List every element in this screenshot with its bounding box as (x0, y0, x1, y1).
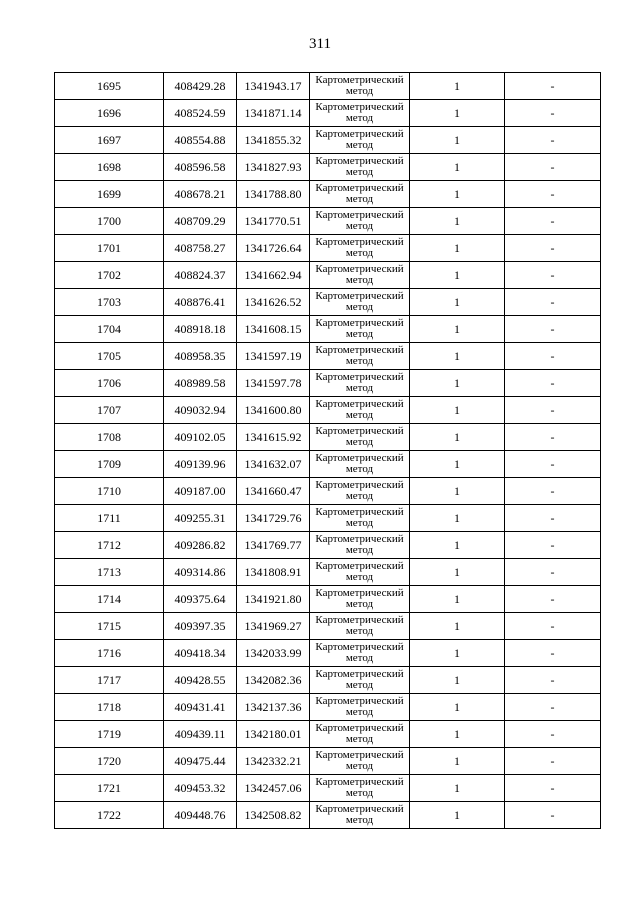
table-row (55, 181, 601, 208)
method-line-2: метод (345, 301, 374, 313)
point-number-cell: 1709 (55, 451, 164, 478)
point-number-cell: 1712 (55, 532, 164, 559)
y-coordinate-cell: 1341632.07 (237, 451, 310, 478)
note-cell: - (505, 478, 601, 505)
y-coordinate-cell: 1341921.80 (237, 586, 310, 613)
table-row (55, 586, 601, 613)
table-row (55, 667, 601, 694)
point-number-cell: 1711 (55, 505, 164, 532)
count-cell: 1 (410, 397, 505, 424)
x-coordinate-cell: 408596.58 (164, 154, 237, 181)
x-coordinate-cell: 409397.35 (164, 613, 237, 640)
note-cell: - (505, 316, 601, 343)
x-coordinate-cell: 408876.41 (164, 289, 237, 316)
x-coordinate-cell: 409314.86 (164, 559, 237, 586)
x-coordinate-cell: 409032.94 (164, 397, 237, 424)
table-body (55, 73, 601, 829)
note-cell: - (505, 397, 601, 424)
x-coordinate-cell: 408709.29 (164, 208, 237, 235)
y-coordinate-cell: 1341626.52 (237, 289, 310, 316)
method-cell (310, 154, 410, 181)
table-row (55, 127, 601, 154)
table-row (55, 748, 601, 775)
count-cell: 1 (410, 775, 505, 802)
method-cell (310, 694, 410, 721)
x-coordinate-cell: 409418.34 (164, 640, 237, 667)
method-line-2: метод (345, 463, 374, 475)
method-cell (310, 748, 410, 775)
method-line-2: метод (345, 328, 374, 340)
method-line-1: Картометрический (315, 425, 404, 437)
method-line-1: Картометрический (315, 290, 404, 302)
method-line-1: Картометрический (315, 101, 404, 113)
method-line-2: метод (345, 733, 374, 745)
count-cell: 1 (410, 478, 505, 505)
count-cell: 1 (410, 208, 505, 235)
x-coordinate-cell: 409475.44 (164, 748, 237, 775)
note-cell: - (505, 802, 601, 829)
y-coordinate-cell: 1342137.36 (237, 694, 310, 721)
note-cell: - (505, 775, 601, 802)
method-line-2: метод (345, 517, 374, 529)
coordinates-table (54, 72, 601, 829)
x-coordinate-cell: 409431.41 (164, 694, 237, 721)
x-coordinate-cell: 409448.76 (164, 802, 237, 829)
count-cell: 1 (410, 802, 505, 829)
y-coordinate-cell: 1341769.77 (237, 532, 310, 559)
count-cell: 1 (410, 100, 505, 127)
method-line-2: метод (345, 409, 374, 421)
method-line-2: метод (345, 625, 374, 637)
count-cell: 1 (410, 235, 505, 262)
x-coordinate-cell: 409286.82 (164, 532, 237, 559)
page-number: 311 (309, 36, 331, 52)
count-cell: 1 (410, 586, 505, 613)
point-number-cell: 1718 (55, 694, 164, 721)
point-number-cell: 1706 (55, 370, 164, 397)
point-number-cell: 1722 (55, 802, 164, 829)
point-number-cell: 1698 (55, 154, 164, 181)
table-row (55, 154, 601, 181)
count-cell: 1 (410, 127, 505, 154)
point-number-cell: 1715 (55, 613, 164, 640)
method-cell (310, 316, 410, 343)
table-row (55, 424, 601, 451)
note-cell: - (505, 505, 601, 532)
method-line-2: метод (345, 787, 374, 799)
table-row (55, 235, 601, 262)
count-cell: 1 (410, 640, 505, 667)
table-row (55, 532, 601, 559)
method-line-1: Картометрический (315, 452, 404, 464)
method-cell (310, 289, 410, 316)
y-coordinate-cell: 1341855.32 (237, 127, 310, 154)
note-cell: - (505, 235, 601, 262)
method-line-1: Картометрический (315, 344, 404, 356)
method-line-1: Картометрический (315, 398, 404, 410)
count-cell: 1 (410, 451, 505, 478)
table-row (55, 640, 601, 667)
note-cell: - (505, 451, 601, 478)
table-row (55, 478, 601, 505)
method-line-1: Картометрический (315, 668, 404, 680)
y-coordinate-cell: 1341729.76 (237, 505, 310, 532)
method-cell (310, 721, 410, 748)
note-cell: - (505, 748, 601, 775)
count-cell: 1 (410, 154, 505, 181)
point-number-cell: 1695 (55, 73, 164, 100)
count-cell: 1 (410, 424, 505, 451)
count-cell: 1 (410, 73, 505, 100)
method-line-2: метод (345, 166, 374, 178)
method-line-1: Картометрический (315, 641, 404, 653)
point-number-cell: 1700 (55, 208, 164, 235)
method-cell (310, 235, 410, 262)
y-coordinate-cell: 1341600.80 (237, 397, 310, 424)
y-coordinate-cell: 1342457.06 (237, 775, 310, 802)
table-row (55, 613, 601, 640)
method-line-2: метод (345, 760, 374, 772)
x-coordinate-cell: 408524.59 (164, 100, 237, 127)
point-number-cell: 1699 (55, 181, 164, 208)
table-row (55, 100, 601, 127)
method-cell (310, 532, 410, 559)
point-number-cell: 1710 (55, 478, 164, 505)
table-row (55, 343, 601, 370)
count-cell: 1 (410, 505, 505, 532)
table-row (55, 397, 601, 424)
method-line-2: метод (345, 220, 374, 232)
y-coordinate-cell: 1341788.80 (237, 181, 310, 208)
x-coordinate-cell: 409453.32 (164, 775, 237, 802)
y-coordinate-cell: 1341660.47 (237, 478, 310, 505)
y-coordinate-cell: 1342033.99 (237, 640, 310, 667)
x-coordinate-cell: 408958.35 (164, 343, 237, 370)
x-coordinate-cell: 409102.05 (164, 424, 237, 451)
x-coordinate-cell: 409187.00 (164, 478, 237, 505)
count-cell: 1 (410, 316, 505, 343)
count-cell: 1 (410, 721, 505, 748)
x-coordinate-cell: 408429.28 (164, 73, 237, 100)
table-row (55, 775, 601, 802)
point-number-cell: 1701 (55, 235, 164, 262)
table-row (55, 505, 601, 532)
x-coordinate-cell: 409375.64 (164, 586, 237, 613)
point-number-cell: 1720 (55, 748, 164, 775)
method-line-1: Картометрический (315, 74, 404, 86)
point-number-cell: 1696 (55, 100, 164, 127)
note-cell: - (505, 370, 601, 397)
method-line-2: метод (345, 85, 374, 97)
y-coordinate-cell: 1341662.94 (237, 262, 310, 289)
table-row (55, 451, 601, 478)
y-coordinate-cell: 1341871.14 (237, 100, 310, 127)
count-cell: 1 (410, 370, 505, 397)
y-coordinate-cell: 1341808.91 (237, 559, 310, 586)
y-coordinate-cell: 1341726.64 (237, 235, 310, 262)
x-coordinate-cell: 409428.55 (164, 667, 237, 694)
note-cell: - (505, 667, 601, 694)
y-coordinate-cell: 1341615.92 (237, 424, 310, 451)
method-line-2: метод (345, 436, 374, 448)
count-cell: 1 (410, 613, 505, 640)
method-line-1: Картометрический (315, 776, 404, 788)
x-coordinate-cell: 408554.88 (164, 127, 237, 154)
table-row (55, 289, 601, 316)
y-coordinate-cell: 1341943.17 (237, 73, 310, 100)
method-line-1: Картометрический (315, 533, 404, 545)
method-line-1: Картометрический (315, 749, 404, 761)
point-number-cell: 1713 (55, 559, 164, 586)
note-cell: - (505, 154, 601, 181)
count-cell: 1 (410, 262, 505, 289)
note-cell: - (505, 262, 601, 289)
method-line-2: метод (345, 652, 374, 664)
method-line-1: Картометрический (315, 587, 404, 599)
table-row (55, 73, 601, 100)
point-number-cell: 1705 (55, 343, 164, 370)
method-line-2: метод (345, 247, 374, 259)
table-row (55, 370, 601, 397)
x-coordinate-cell: 409139.96 (164, 451, 237, 478)
note-cell: - (505, 73, 601, 100)
method-cell (310, 613, 410, 640)
method-cell (310, 451, 410, 478)
method-line-2: метод (345, 193, 374, 205)
point-number-cell: 1717 (55, 667, 164, 694)
point-number-cell: 1702 (55, 262, 164, 289)
method-line-2: метод (345, 571, 374, 583)
method-cell (310, 424, 410, 451)
note-cell: - (505, 289, 601, 316)
x-coordinate-cell: 409255.31 (164, 505, 237, 532)
y-coordinate-cell: 1342332.21 (237, 748, 310, 775)
point-number-cell: 1697 (55, 127, 164, 154)
table-row (55, 694, 601, 721)
x-coordinate-cell: 408824.37 (164, 262, 237, 289)
y-coordinate-cell: 1341969.27 (237, 613, 310, 640)
method-cell (310, 505, 410, 532)
method-cell (310, 559, 410, 586)
method-line-2: метод (345, 382, 374, 394)
method-line-1: Картометрический (315, 722, 404, 734)
x-coordinate-cell: 408678.21 (164, 181, 237, 208)
count-cell: 1 (410, 343, 505, 370)
method-line-2: метод (345, 355, 374, 367)
count-cell: 1 (410, 694, 505, 721)
count-cell: 1 (410, 532, 505, 559)
table-row (55, 721, 601, 748)
note-cell: - (505, 694, 601, 721)
method-line-1: Картометрический (315, 560, 404, 572)
method-cell (310, 478, 410, 505)
point-number-cell: 1707 (55, 397, 164, 424)
method-cell (310, 127, 410, 154)
method-line-2: метод (345, 139, 374, 151)
method-cell (310, 775, 410, 802)
count-cell: 1 (410, 289, 505, 316)
note-cell: - (505, 559, 601, 586)
point-number-cell: 1704 (55, 316, 164, 343)
method-cell (310, 100, 410, 127)
y-coordinate-cell: 1342508.82 (237, 802, 310, 829)
y-coordinate-cell: 1341827.93 (237, 154, 310, 181)
table-row (55, 208, 601, 235)
x-coordinate-cell: 409439.11 (164, 721, 237, 748)
method-cell (310, 262, 410, 289)
method-line-1: Картометрический (315, 263, 404, 275)
x-coordinate-cell: 408989.58 (164, 370, 237, 397)
y-coordinate-cell: 1341597.19 (237, 343, 310, 370)
count-cell: 1 (410, 748, 505, 775)
method-line-1: Картометрический (315, 506, 404, 518)
note-cell: - (505, 343, 601, 370)
method-line-2: метод (345, 274, 374, 286)
method-line-2: метод (345, 814, 374, 826)
method-cell (310, 586, 410, 613)
note-cell: - (505, 586, 601, 613)
method-cell (310, 208, 410, 235)
method-line-1: Картометрический (315, 479, 404, 491)
method-line-1: Картометрический (315, 695, 404, 707)
method-line-2: метод (345, 490, 374, 502)
x-coordinate-cell: 408758.27 (164, 235, 237, 262)
note-cell: - (505, 127, 601, 154)
y-coordinate-cell: 1341608.15 (237, 316, 310, 343)
x-coordinate-cell: 408918.18 (164, 316, 237, 343)
method-line-1: Картометрический (315, 236, 404, 248)
point-number-cell: 1703 (55, 289, 164, 316)
note-cell: - (505, 181, 601, 208)
note-cell: - (505, 721, 601, 748)
method-line-2: метод (345, 679, 374, 691)
method-line-2: метод (345, 544, 374, 556)
method-line-1: Картометрический (315, 209, 404, 221)
method-cell (310, 802, 410, 829)
method-cell (310, 181, 410, 208)
table-row (55, 802, 601, 829)
method-line-2: метод (345, 112, 374, 124)
method-line-1: Картометрический (315, 317, 404, 329)
point-number-cell: 1708 (55, 424, 164, 451)
table-row (55, 262, 601, 289)
note-cell: - (505, 208, 601, 235)
note-cell: - (505, 532, 601, 559)
method-line-2: метод (345, 598, 374, 610)
count-cell: 1 (410, 559, 505, 586)
point-number-cell: 1721 (55, 775, 164, 802)
note-cell: - (505, 640, 601, 667)
note-cell: - (505, 100, 601, 127)
count-cell: 1 (410, 181, 505, 208)
method-cell (310, 397, 410, 424)
table-row (55, 559, 601, 586)
y-coordinate-cell: 1342082.36 (237, 667, 310, 694)
point-number-cell: 1714 (55, 586, 164, 613)
method-cell (310, 370, 410, 397)
method-cell (310, 343, 410, 370)
method-cell (310, 640, 410, 667)
method-line-1: Картометрический (315, 182, 404, 194)
method-line-1: Картометрический (315, 614, 404, 626)
method-cell (310, 667, 410, 694)
note-cell: - (505, 424, 601, 451)
y-coordinate-cell: 1341770.51 (237, 208, 310, 235)
point-number-cell: 1719 (55, 721, 164, 748)
y-coordinate-cell: 1341597.78 (237, 370, 310, 397)
count-cell: 1 (410, 667, 505, 694)
note-cell: - (505, 613, 601, 640)
method-line-2: метод (345, 706, 374, 718)
method-line-1: Картометрический (315, 155, 404, 167)
point-number-cell: 1716 (55, 640, 164, 667)
y-coordinate-cell: 1342180.01 (237, 721, 310, 748)
method-line-1: Картометрический (315, 371, 404, 383)
method-line-1: Картометрический (315, 128, 404, 140)
method-cell (310, 73, 410, 100)
method-line-1: Картометрический (315, 803, 404, 815)
table-row (55, 316, 601, 343)
